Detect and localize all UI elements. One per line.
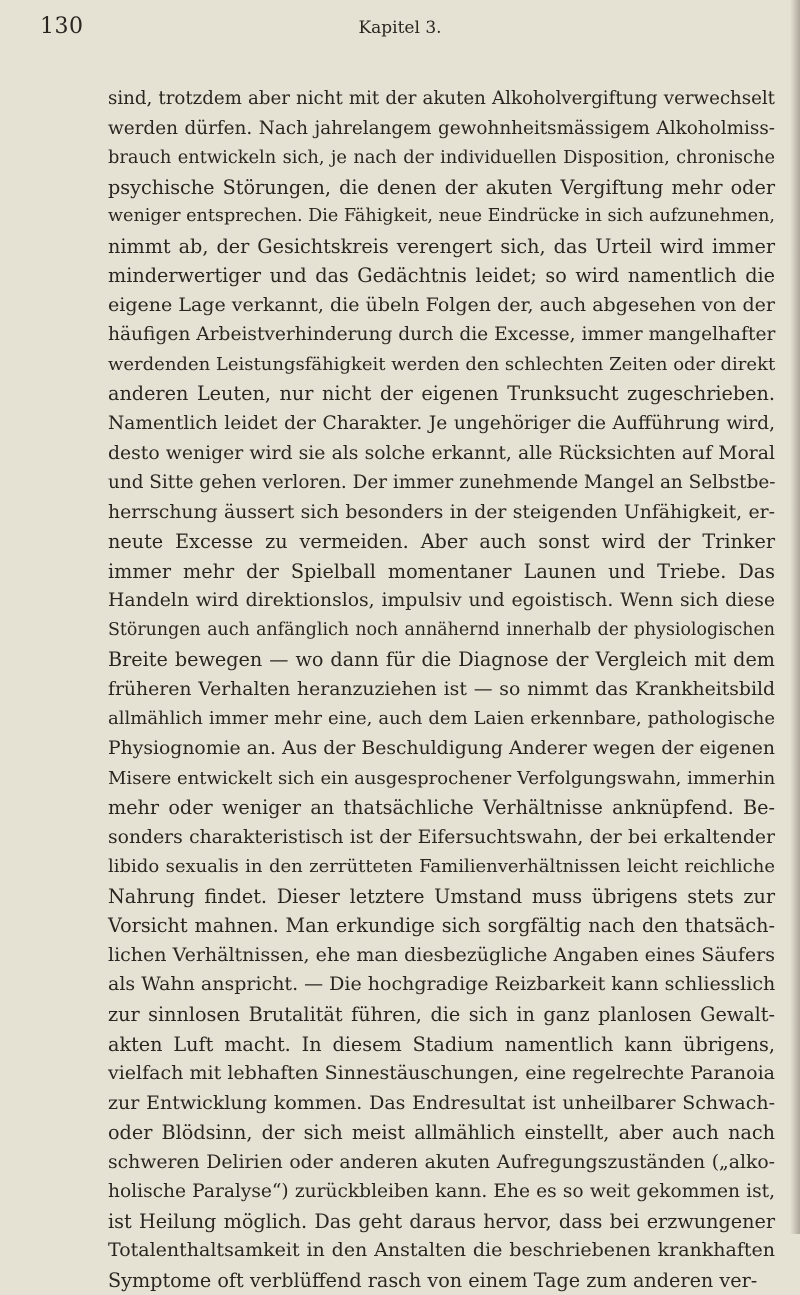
- text-line: holische Paralyse“) zurückbleiben kann. Ehe es so weit gekommen ist,: [108, 1181, 775, 1203]
- text-line: psychische Störungen, die denen der akuten Vergiftung mehr oder: [108, 175, 775, 199]
- text-line: früheren Verhalten heranzuziehen ist — so nimmt das Krankheitsbild: [108, 678, 775, 700]
- text-line: Symptome oft verblüffend rasch von einem Tage zum anderen ver-: [108, 1268, 758, 1292]
- text-line: oder Blödsinn, der sich meist allmählich einstellt, aber auch nach: [108, 1121, 775, 1145]
- text-line: als Wahn anspricht. — Die hochgradige Reizbarkeit kann schliesslich: [108, 973, 776, 996]
- text-line: Misere entwickelt sich ein ausgesprochener Verfolgungswahn, immerhin: [108, 767, 776, 789]
- text-line: herrschung äussert sich besonders in der steigenden Unfähigkeit, er-: [108, 501, 775, 523]
- text-line: werdenden Leistungsfähigkeit werden den schlechten Zeiten oder direkt: [108, 353, 776, 375]
- text-line: lichen Verhältnissen, ehe man diesbezügliche Angaben eines Säufers: [108, 943, 775, 966]
- text-line: brauch entwickeln sich, je nach der individuellen Disposition, chronische: [108, 147, 775, 169]
- text-line: häufigen Arbeistverhinderung durch die Excesse, immer mangelhafter: [108, 324, 776, 346]
- text-line: libido sexualis in den zerrütteten Familienverhältnissen leicht reichliche: [108, 856, 775, 878]
- text-line: minderwertiger und das Gedächtnis leidet; so wird namentlich die: [108, 264, 775, 288]
- text-line: nimmt ab, der Gesichtskreis verengert sich, das Urteil wird immer: [108, 234, 775, 258]
- text-line: anderen Leuten, nur nicht der eigenen Trunksucht zugeschrieben.: [108, 382, 775, 406]
- text-line: und Sitte gehen verloren. Der immer zunehmende Mangel an Selbstbe-: [108, 472, 776, 494]
- text-line: ist Heilung möglich. Das geht daraus hervor, dass bei erzwungener: [108, 1209, 775, 1233]
- text-line: werden dürfen. Nach jahrelangem gewohnheitsmässigem Alkoholmiss-: [108, 117, 775, 139]
- text-line: Nahrung findet. Dieser letztere Umstand muss übrigens stets zur: [108, 884, 775, 908]
- text-line: neute Excesse zu vermeiden. Aber auch sonst wird der Trinker: [108, 530, 775, 554]
- text-line: eigene Lage verkannt, die übeln Folgen der, auch abgesehen von der: [108, 293, 775, 316]
- text-line: schweren Delirien oder anderen akuten Aufregungszuständen („alko-: [108, 1151, 775, 1173]
- running-head: Kapitel 3.: [358, 18, 442, 38]
- text-line: Physiognomie an. Aus der Beschuldigung Anderer wegen der eigenen: [108, 738, 775, 760]
- text-line: weniger entsprechen. Die Fähigkeit, neue Eindrücke in sich aufzunehmen,: [108, 206, 775, 227]
- text-line: Totalenthaltsamkeit in den Anstalten die beschriebenen krankhaften: [108, 1239, 775, 1262]
- text-line: Breite bewegen — wo dann für die Diagnose der Vergleich mit dem: [108, 648, 775, 672]
- page-number: 130: [40, 14, 84, 39]
- text-line: allmählich immer mehr eine, auch dem Laien erkennbare, pathologische: [108, 708, 775, 730]
- text-line: mehr oder weniger an thatsächliche Verhältnisse anknüpfend. Be-: [108, 796, 775, 820]
- text-line: zur Entwicklung kommen. Das Endresultat ist unheilbarer Schwach-: [108, 1091, 775, 1114]
- text-line: akten Luft macht. In diesem Stadium namentlich kann übrigens,: [108, 1032, 775, 1056]
- text-line: zur sinnlosen Brutalität führen, die sich in ganz planlosen Gewalt-: [108, 1002, 775, 1026]
- page-edge-shadow: [790, 0, 800, 1234]
- body-text: [108, 84, 775, 1295]
- text-line: Vorsicht mahnen. Man erkundige sich sorgfältig nach den thatsäch-: [108, 914, 775, 938]
- text-line: vielfach mit lebhaften Sinnestäuschungen, eine regelrechte Paranoia: [108, 1062, 775, 1085]
- text-line: immer mehr der Spielball momentaner Launen und Triebe. Das: [108, 559, 775, 583]
- text-line: sonders charakteristisch ist der Eifersuchtswahn, der bei erkaltender: [108, 826, 775, 848]
- text-line: desto weniger wird sie als solche erkannt, alle Rücksichten auf Moral: [108, 442, 775, 464]
- text-line: Handeln wird direktionslos, impulsiv und egoistisch. Wenn sich diese: [108, 590, 775, 612]
- text-line: sind, trotzdem aber nicht mit der akuten Alkoholvergiftung verwechselt: [108, 88, 775, 109]
- text-line: Namentlich leidet der Charakter. Je ungehöriger die Aufführung wird,: [108, 413, 775, 435]
- text-line: Störungen auch anfänglich noch annähernd innerhalb der physiologischen: [108, 619, 775, 640]
- page-header: [40, 14, 760, 46]
